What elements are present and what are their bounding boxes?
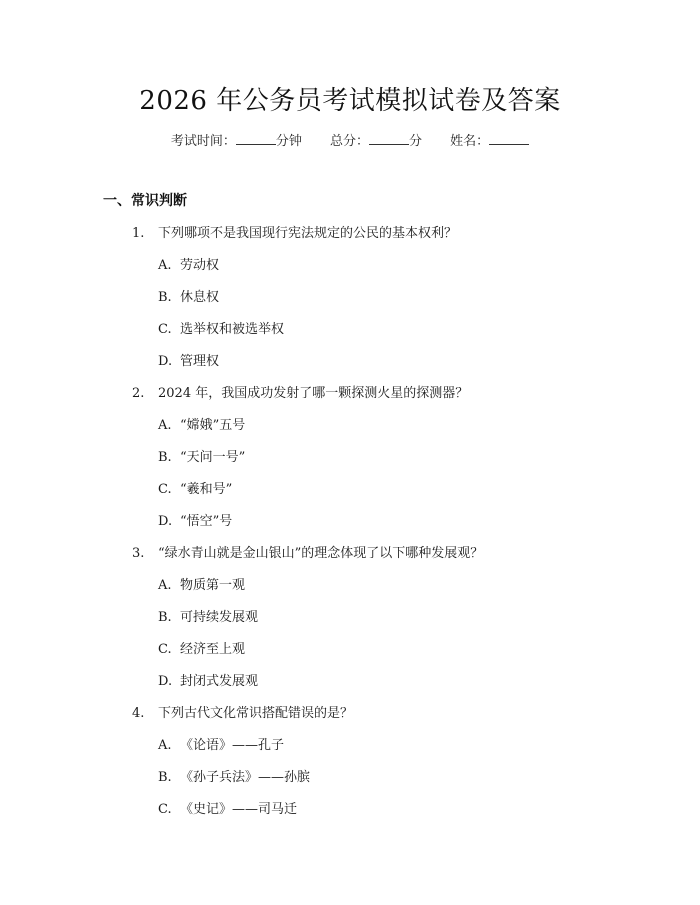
option-letter: B. [158,290,172,305]
question-2 [132,382,468,401]
question-4-option-c [158,798,297,817]
student-name-blank [489,132,529,145]
option-text: 劳动权 [180,258,220,273]
exam-time-blank [236,132,276,145]
option-letter: B. [158,450,172,465]
question-2-option-b [158,446,245,465]
question-2-option-a [158,414,245,433]
option-text: 《论语》——孔子 [180,738,285,753]
student-name [450,130,529,149]
option-letter: A. [158,258,172,273]
question-number: 1. [132,226,145,241]
total-score-label: 总分： [329,134,369,149]
question-4 [132,702,353,721]
question-3-option-b [158,606,258,625]
question-text: 下列古代文化常识搭配错误的是？ [158,706,354,721]
option-text: 可持续发展观 [180,610,259,625]
option-letter: C. [158,802,172,817]
question-1 [132,222,457,241]
question-1-option-b [158,286,219,305]
total-score-unit: 分 [409,134,423,149]
option-text: 物质第一观 [180,578,246,593]
question-3-option-d [158,670,258,689]
option-text: “悟空”号 [180,514,233,529]
question-3 [132,542,483,561]
exam-time [171,130,302,149]
option-letter: C. [158,642,172,657]
exam-meta [0,130,700,149]
option-letter: D. [158,514,173,529]
exam-time-unit: 分钟 [275,134,302,149]
question-2-option-d [158,510,232,529]
total-score-blank [369,132,409,145]
option-text: 《史记》——司马迁 [180,802,298,817]
option-text: “羲和号” [180,482,233,497]
question-1-option-c [158,318,284,337]
option-letter: A. [158,578,172,593]
option-text: 休息权 [180,290,220,305]
option-text: 管理权 [180,354,220,369]
question-number: 3. [132,546,145,561]
question-1-option-d [158,350,219,369]
option-letter: C. [158,322,172,337]
question-text: 2024 年，我国成功发射了哪一颗探测火星的探测器？ [158,386,469,401]
total-score [330,130,422,149]
question-2-option-c [158,478,232,497]
option-text: 封闭式发展观 [180,674,259,689]
option-text: 选举权和被选举权 [180,322,285,337]
option-letter: B. [158,770,172,785]
section-title: 一、常识判断 [103,193,187,209]
option-letter: A. [158,418,172,433]
question-4-option-b [158,766,310,785]
question-3-option-c [158,638,245,657]
question-1-option-a [158,254,219,273]
student-name-label: 姓名： [450,134,490,149]
question-text: 下列哪项不是我国现行宪法规定的公民的基本权利？ [158,226,458,241]
option-text: “天问一号” [180,450,246,465]
exam-time-label: 考试时间： [170,134,236,149]
option-text: “嫦娥”五号 [180,418,246,433]
question-3-option-a [158,574,245,593]
option-letter: C. [158,482,172,497]
option-letter: A. [158,738,172,753]
question-4-option-a [158,734,284,753]
question-number: 4. [132,706,145,721]
option-letter: D. [158,674,173,689]
option-text: 《孙子兵法》——孙膑 [180,770,311,785]
page-title: 2026 年公务员考试模拟试卷及答案 [139,86,561,116]
option-letter: D. [158,354,173,369]
question-number: 2. [132,386,145,401]
question-text: “绿水青山就是金山银山”的理念体现了以下哪种发展观？ [158,546,484,561]
option-text: 经济至上观 [180,642,246,657]
option-letter: B. [158,610,172,625]
